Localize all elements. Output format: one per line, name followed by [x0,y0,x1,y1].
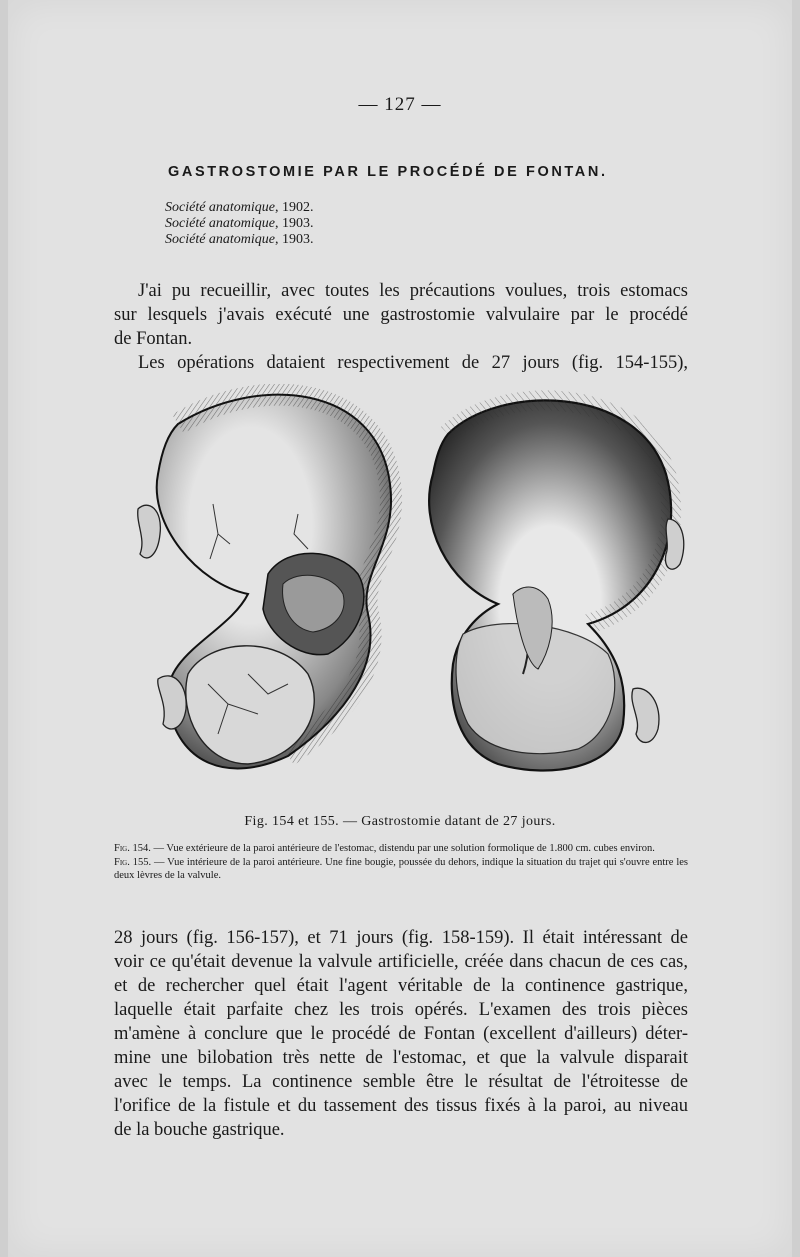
text-line: de Fontan. [114,329,193,349]
references-list [165,200,314,248]
stomach-engravings [118,384,688,794]
legend-154: Fig. 154. — Vue extérieure de la paroi antérieure de l'estomac, distendu par une solution formolique de 1.800 cm. cubes environ. [114,843,655,854]
text-line: m'amène à conclure que le procédé de Fontan (excellent d'ailleurs) déter- [114,1024,688,1044]
section-title: GASTROSTOMIE PAR LE PROCÉDÉ DE FONTAN. [168,164,608,180]
text-line: de la bouche gastrique. [114,1120,285,1140]
text-line: Les opérations dataient respectivement de 27 jours (fig. 154-155), [138,353,688,373]
text-line: mine une bilobation très nette de l'estomac, et que la valvule disparait [114,1048,688,1068]
paragraph-intro [114,279,688,375]
figure-154-drawing [138,395,391,769]
text-line: avec le temps. La continence semble être le résultat de l'étroitesse de [114,1072,688,1092]
text-line: J'ai pu recueillir, avec toutes les précautions voulues, trois estomacs [138,281,688,301]
reference-item: Société anatomique, 1902. [165,200,314,215]
figure-155-drawing [429,400,684,770]
text-line: sur lesquels j'avais exécuté une gastrostomie valvulaire par le procédé [114,305,688,325]
figure-caption: Fig. 154 et 155. — Gastrostomie datant de 27 jours. [244,814,556,829]
reference-item: Société anatomique, 1903. [165,216,314,231]
book-page [8,0,792,1257]
text-line: 28 jours (fig. 156-157), et 71 jours (fig. 158-159). Il était intéressant de [114,928,688,948]
paragraph-continuation [114,926,688,1142]
legend-155: Fig. 155. — Vue intérieure de la paroi antérieure. Une fine bougie, poussée du dehors, indique la situation du trajet qui s'ouvre entre les deux lèvres de la valvule. [114,856,688,881]
figure-legend [114,842,688,883]
text-line: et de rechercher quel était l'agent véritable de la continence gastrique, [114,976,688,996]
text-line: laquelle était parfaite chez les trois opérés. L'examen des trois pièces [114,1000,688,1020]
text-line: voir ce qu'était devenue la valvule artificielle, créée dans chacun de ces cas, [114,952,688,972]
text-line: l'orifice de la fistule et du tassement des tissus fixés à la paroi, au niveau [114,1096,688,1116]
page-number: — 127 — [358,94,442,115]
reference-item: Société anatomique, 1903. [165,232,314,247]
